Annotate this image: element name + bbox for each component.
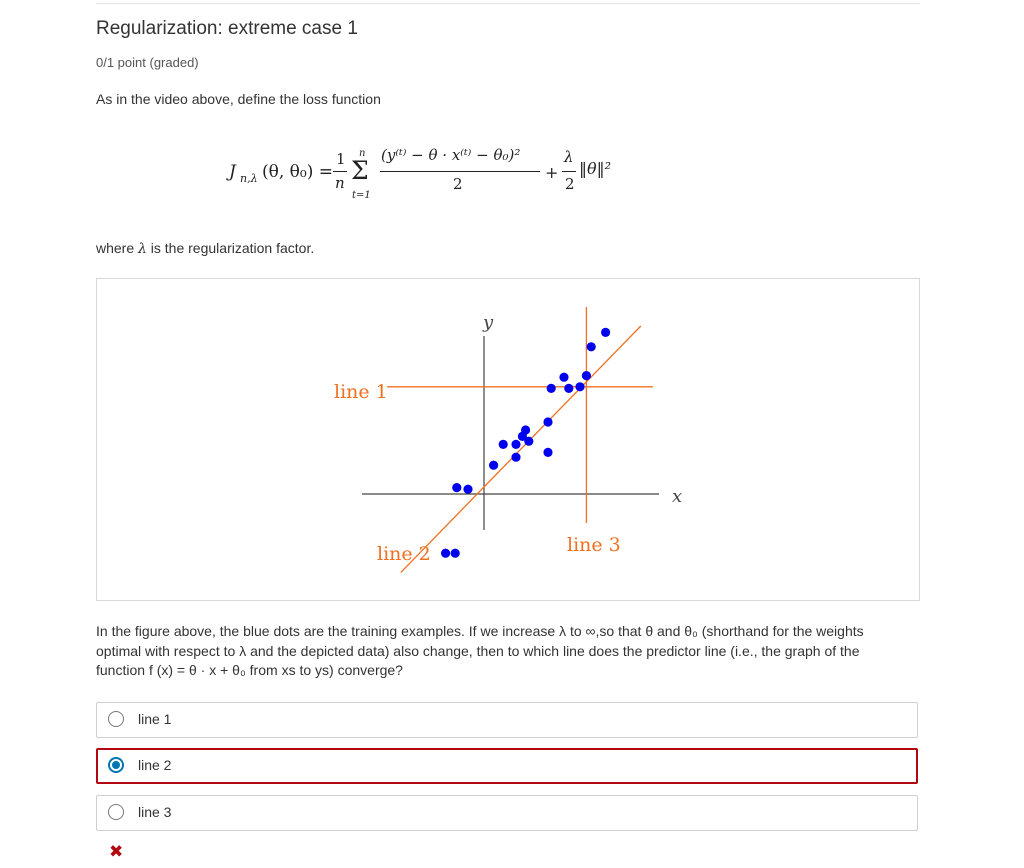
- formula-norm-term: ‖θ‖²: [579, 159, 612, 178]
- problem-points: 0/1 point (graded): [96, 55, 199, 70]
- option-label: line 1: [138, 711, 172, 727]
- regression-figure: [96, 278, 920, 601]
- formula-frac1-denominator: n: [335, 174, 345, 192]
- radio-line-3[interactable]: [108, 804, 124, 820]
- option-line-3[interactable]: [96, 795, 918, 831]
- where-lambda: λ: [138, 241, 147, 257]
- where-text: [96, 240, 314, 257]
- formula-lhs-args: (θ, θ₀) =: [262, 162, 334, 182]
- formula-denominator: 2: [453, 175, 463, 193]
- training-dot: [499, 440, 508, 449]
- training-dot: [452, 483, 461, 492]
- line-3-label: line 3: [567, 534, 621, 556]
- radio-line-2[interactable]: [108, 757, 124, 773]
- formula-frac1-numerator: 1: [336, 150, 346, 168]
- problem-intro: As in the video above, define the loss function: [96, 91, 381, 107]
- training-dot: [489, 461, 498, 470]
- training-dot: [575, 382, 584, 391]
- formula-lambda-denominator: 2: [565, 175, 575, 193]
- training-dot: [582, 371, 591, 380]
- option-line-2[interactable]: [96, 748, 918, 784]
- training-dot: [463, 485, 472, 494]
- problem-title: Regularization: extreme case 1: [96, 18, 358, 39]
- training-dot: [559, 373, 568, 382]
- training-dot: [587, 342, 596, 351]
- formula-lhs: J: [229, 162, 236, 182]
- training-dot: [511, 453, 520, 462]
- top-divider: [96, 3, 920, 4]
- option-label: line 2: [138, 757, 172, 773]
- x-axis-label: x: [672, 486, 683, 507]
- formula-sum-lower: t=1: [352, 190, 371, 201]
- formula-plus: +: [545, 163, 559, 182]
- option-line-1[interactable]: [96, 702, 918, 738]
- training-dot: [511, 440, 520, 449]
- option-label: line 3: [138, 804, 172, 820]
- where-suffix: is the regularization factor.: [150, 240, 315, 256]
- training-dot: [451, 549, 460, 558]
- formula-numerator: (y⁽ᵗ⁾ − θ · x⁽ᵗ⁾ − θ₀)²: [381, 146, 521, 164]
- formula-lambda-numerator: λ: [564, 148, 574, 166]
- incorrect-mark-icon: ✖: [109, 842, 124, 861]
- training-dot: [543, 448, 552, 457]
- formula-lambda-bar: [562, 171, 576, 172]
- training-dot: [521, 425, 530, 434]
- radio-line-1[interactable]: [108, 711, 124, 727]
- line-2-label: line 2: [377, 543, 431, 565]
- training-dot: [601, 328, 610, 337]
- question-text: In the figure above, the blue dots are the training examples. If we increase λ to ∞,so that θ and θ₀ (shorthand for the weights optimal with respect to λ and the depicted data) also change, then to which line does the predictor line (i.e., the graph of the function f (x) = θ · x + θ₀ from xs to ys) converge?: [96, 623, 864, 678]
- formula-frac1-bar: [333, 171, 347, 172]
- training-dot: [564, 384, 573, 393]
- y-axis-label: y: [483, 312, 494, 333]
- formula-sum-upper: n: [359, 148, 366, 159]
- training-dot: [547, 384, 556, 393]
- formula-lhs-subscript: n,λ: [240, 172, 258, 185]
- formula-main-bar: [380, 171, 540, 172]
- training-dot: [524, 437, 533, 446]
- line-1-label: line 1: [334, 381, 388, 403]
- where-prefix: where: [96, 240, 135, 256]
- regression-plot: [97, 279, 919, 600]
- training-dot: [543, 417, 552, 426]
- training-dot: [441, 549, 450, 558]
- formula-sum-sign: Σ: [351, 156, 369, 185]
